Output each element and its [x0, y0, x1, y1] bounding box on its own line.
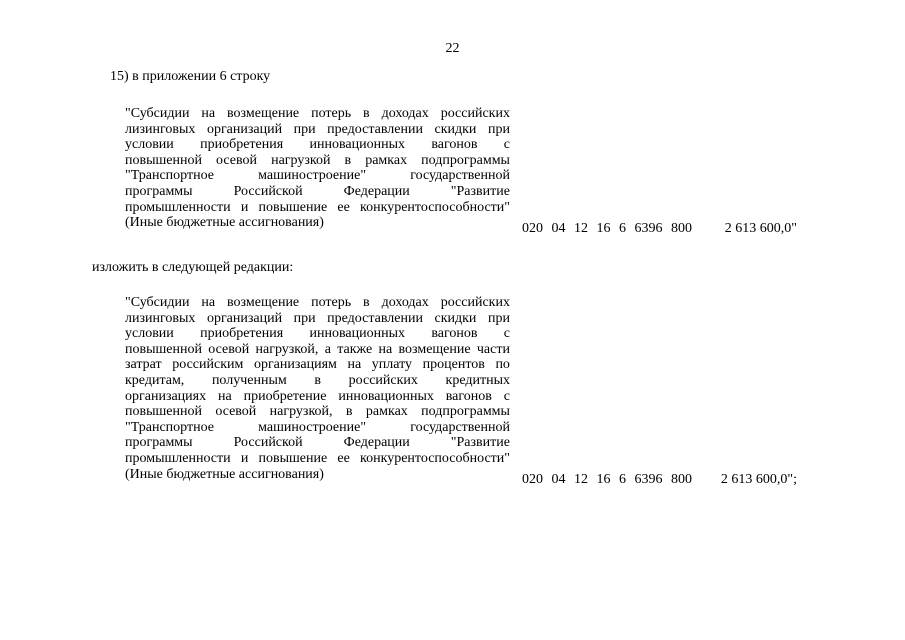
word: нагрузкой — [271, 152, 331, 168]
word: части — [476, 341, 510, 357]
word: при — [293, 310, 316, 326]
word: на — [201, 106, 216, 121]
word: промышленности — [125, 199, 231, 215]
word: организациях — [125, 388, 207, 404]
old-row-line: (Иные бюджетные ассигнования) — [125, 215, 324, 231]
word: организациям — [253, 357, 337, 373]
word: "Транспортное — [125, 419, 214, 435]
old-row-description — [125, 106, 510, 231]
word: и — [240, 199, 249, 215]
old-row-line — [125, 184, 510, 200]
word: повышенной — [125, 341, 202, 357]
new-row-line — [125, 451, 510, 467]
word: Российской — [233, 183, 303, 199]
word: повышение — [258, 199, 328, 215]
word: при — [487, 310, 510, 326]
word: лизинговых — [125, 121, 196, 137]
word: "Развитие — [450, 183, 510, 199]
word: лизинговых — [125, 310, 196, 326]
word: российских — [440, 106, 510, 121]
word: "Субсидии — [125, 295, 190, 310]
old-row-amount: 2 613 600,0" — [724, 221, 797, 236]
word: осевой — [215, 404, 257, 420]
old-row-line — [125, 168, 510, 184]
word: с — [503, 388, 510, 404]
word: подпрограммы — [421, 152, 510, 168]
word: осевой — [216, 152, 258, 168]
word: с — [503, 326, 510, 342]
word: возмещение — [398, 341, 471, 357]
new-row-line — [125, 389, 510, 405]
word: затрат — [125, 357, 162, 373]
new-row-line — [125, 295, 510, 311]
word: нагрузкой, — [269, 404, 333, 420]
word: программы — [125, 183, 193, 199]
word: вагонов — [431, 326, 478, 342]
word: повышение — [258, 450, 328, 466]
word: условии — [125, 326, 174, 342]
word: при — [487, 121, 510, 137]
word: с — [503, 137, 510, 153]
word: нагрузкой, — [255, 341, 319, 357]
word: на — [218, 388, 232, 404]
word: на — [378, 341, 393, 357]
word: российских — [440, 295, 510, 310]
word: вагонов — [445, 388, 492, 404]
word: Федерации — [343, 183, 410, 199]
old-row-line — [125, 137, 510, 153]
word: "Субсидии — [125, 106, 190, 121]
word: государственной — [410, 168, 510, 184]
word: организаций — [206, 310, 283, 326]
new-row-line — [125, 420, 510, 436]
word: программы — [125, 435, 193, 451]
word: конкурентоспособности" — [360, 199, 510, 215]
word: повышенной — [125, 404, 202, 420]
word: кредитных — [445, 372, 510, 388]
word: полученным — [211, 372, 287, 388]
new-row-amount: 2 613 600,0"; — [720, 472, 797, 487]
page-number: 22 — [445, 41, 460, 56]
word: скидки — [434, 121, 477, 137]
word: возмещение — [227, 106, 300, 121]
word: в — [344, 152, 352, 168]
word: доходах — [381, 106, 429, 121]
old-row-line — [125, 153, 510, 169]
word: российским — [172, 357, 244, 373]
intro-text: 15) в приложении 6 строку — [110, 69, 271, 84]
word: в — [314, 372, 321, 388]
word: возмещение — [227, 295, 300, 310]
word: предоставлении — [327, 121, 423, 137]
new-row-line — [125, 357, 510, 373]
word: Российской — [233, 435, 303, 451]
word: конкурентоспособности" — [360, 450, 510, 466]
word: в — [363, 295, 370, 310]
word: повышенной — [125, 152, 202, 168]
word: потерь — [311, 106, 352, 121]
new-row-line — [125, 342, 510, 358]
word: приобретения — [200, 137, 284, 153]
word: скидки — [434, 310, 477, 326]
new-row-line — [125, 373, 510, 389]
word: ее — [337, 199, 350, 215]
word: приобретение — [243, 388, 327, 404]
word: условии — [125, 137, 174, 153]
word: осевой — [208, 341, 250, 357]
word: Федерации — [343, 435, 410, 451]
word: на — [347, 357, 362, 373]
word: и — [240, 450, 249, 466]
old-row-code: 020 04 12 16 6 6396 800 — [522, 221, 692, 236]
new-row-line — [125, 326, 510, 342]
word: по — [495, 357, 510, 373]
word: организаций — [206, 121, 283, 137]
word: при — [293, 121, 316, 137]
word: вагонов — [431, 137, 478, 153]
word: на — [201, 295, 216, 310]
word: подпрограммы — [421, 404, 510, 420]
word: потерь — [311, 295, 352, 310]
word: машиностроение" — [258, 168, 367, 184]
word: машиностроение" — [258, 419, 367, 435]
word: российских — [348, 372, 418, 388]
word: государственной — [410, 419, 510, 435]
word: промышленности — [125, 450, 231, 466]
transition-text: изложить в следующей редакции: — [92, 260, 294, 275]
word: предоставлении — [327, 310, 423, 326]
word: в — [363, 106, 370, 121]
old-row-line — [125, 106, 510, 122]
word: инновационных — [309, 326, 405, 342]
word: рамках — [365, 152, 408, 168]
old-row-line — [125, 200, 510, 216]
new-row-code: 020 04 12 16 6 6396 800 — [522, 472, 692, 487]
word: "Развитие — [450, 435, 510, 451]
word: уплату — [371, 357, 413, 373]
new-row-line — [125, 404, 510, 420]
word: "Транспортное — [125, 168, 214, 184]
word: кредитам, — [125, 372, 185, 388]
word: рамках — [365, 404, 408, 420]
word: доходах — [381, 295, 429, 310]
word: приобретения — [200, 326, 284, 342]
word: инновационных — [338, 388, 434, 404]
word: ее — [337, 450, 350, 466]
word: в — [345, 404, 353, 420]
new-row-line: (Иные бюджетные ассигнования) — [125, 466, 324, 482]
old-row-line — [125, 122, 510, 138]
new-row-description — [125, 295, 510, 482]
new-row-line — [125, 435, 510, 451]
word: инновационных — [309, 137, 405, 153]
word: а — [324, 341, 331, 357]
word: также — [337, 341, 373, 357]
word: процентов — [422, 357, 485, 373]
new-row-line — [125, 311, 510, 327]
